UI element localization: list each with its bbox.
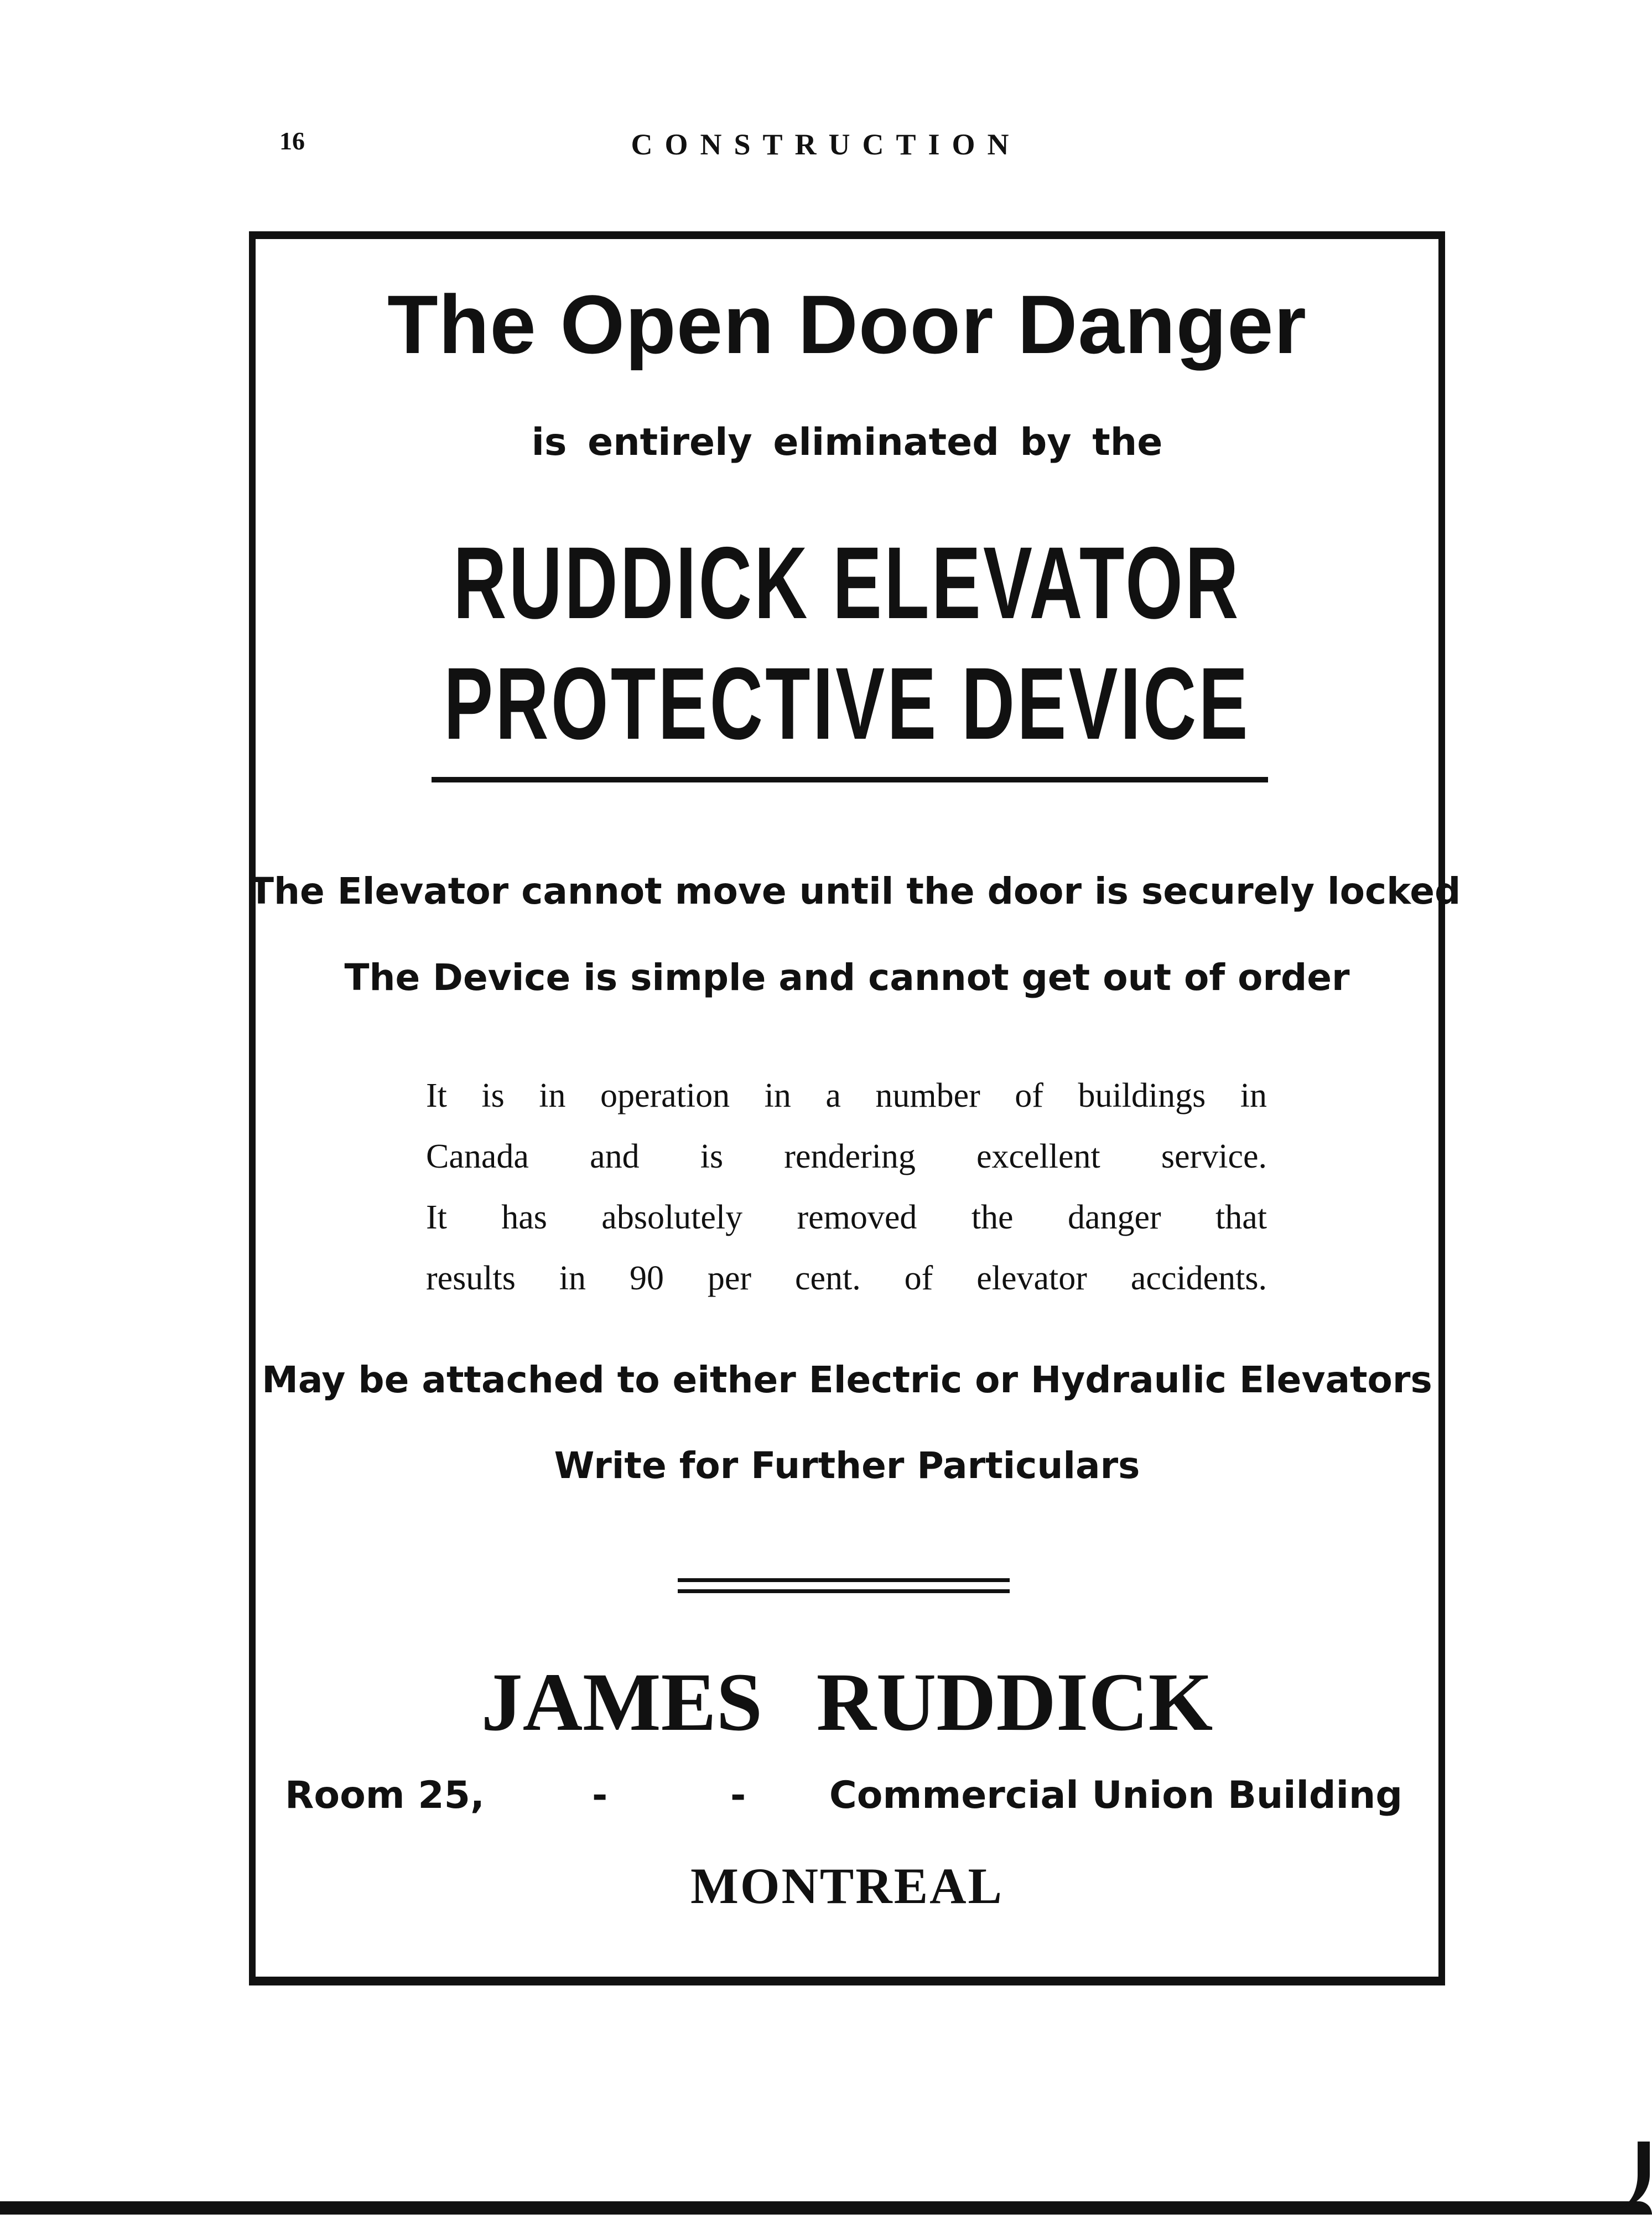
company-name: JAMES RUDDICK (481, 1656, 1213, 1748)
body-line: Canada and is rendering excellent service. (426, 1138, 1267, 1175)
running-title: CONSTRUCTION (631, 128, 1021, 161)
address-separator: - (730, 1774, 746, 1817)
ad-subline: is entirely eliminated by the (531, 421, 1163, 464)
claim-locked-door: The Elevator cannot move until the door is securely locked (249, 870, 1461, 913)
double-rule-top (678, 1578, 1010, 1582)
body-line: It has absolutely removed the danger that (426, 1199, 1267, 1236)
product-name-line-2: PROTECTIVE DEVICE (444, 647, 1250, 761)
address-separator: - (592, 1774, 608, 1817)
claim-simple-device: The Device is simple and cannot get out of order (344, 956, 1350, 999)
page-curl-shadow (1604, 2142, 1650, 2208)
claim-compatibility: May be attached to either Electric or Hydraulic Elevators (262, 1359, 1432, 1401)
body-paragraph (426, 1065, 1267, 1309)
address-building: Commercial Union Building (829, 1774, 1402, 1817)
address-room: Room 25, (285, 1774, 485, 1817)
page-number: 16 (279, 127, 305, 155)
call-to-action: Write for Further Particulars (554, 1444, 1140, 1487)
double-rule-bottom (678, 1589, 1010, 1593)
page-edge-shadow (0, 2201, 1652, 2215)
product-name (417, 523, 1278, 764)
city-name: MONTREAL (690, 1858, 1004, 1914)
product-name-line-1: RUDDICK ELEVATOR (453, 526, 1241, 640)
divider-rule (432, 777, 1268, 782)
body-line: results in 90 per cent. of elevator accidents. (426, 1259, 1267, 1297)
ad-headline: The Open Door Danger (387, 278, 1307, 371)
body-line: It is in operation in a number of buildings in (426, 1077, 1267, 1114)
